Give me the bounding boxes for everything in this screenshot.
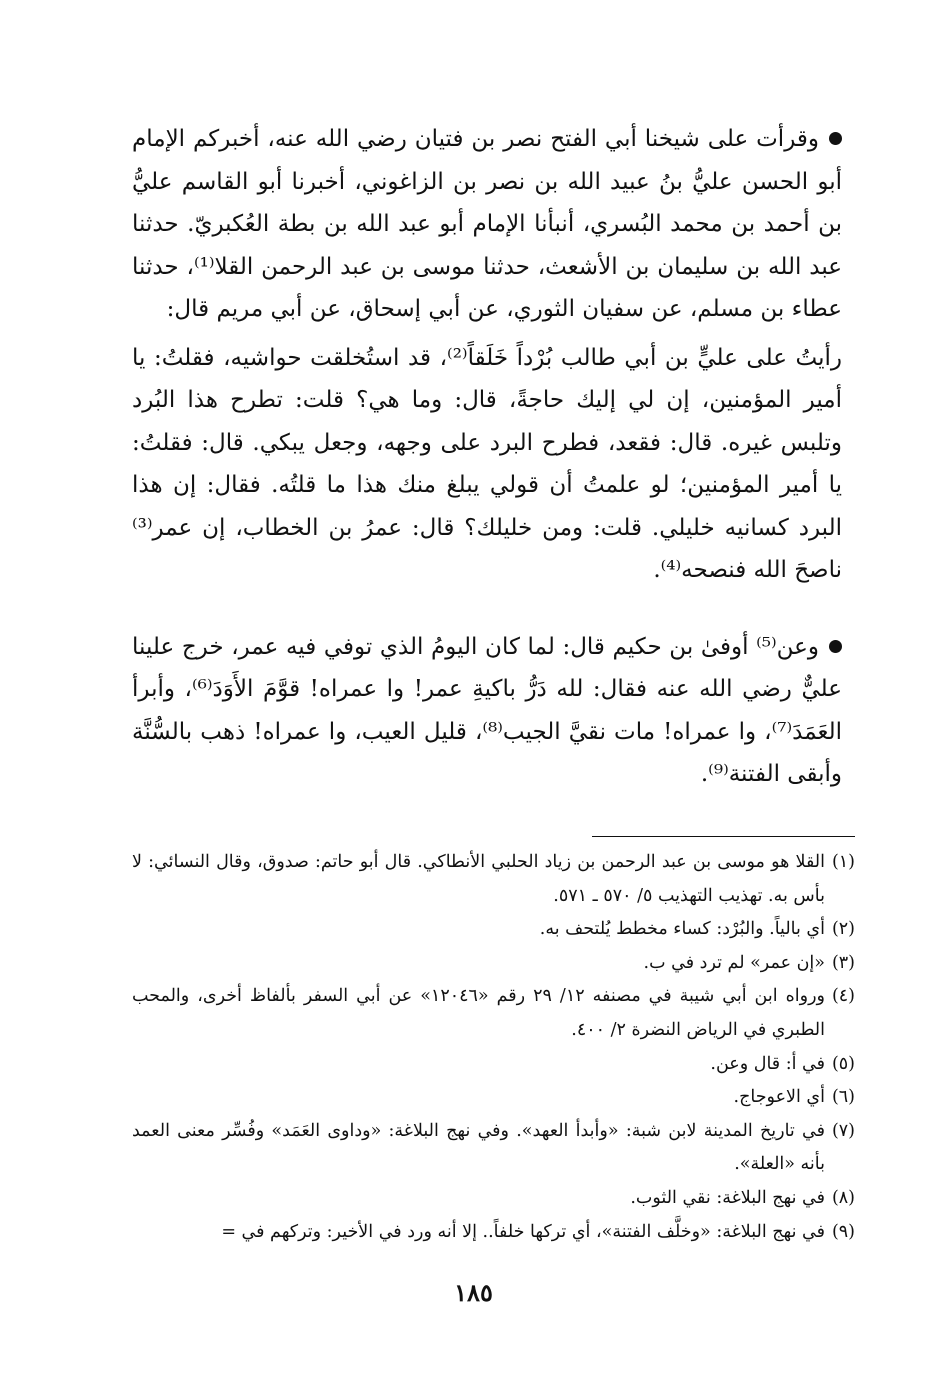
footnotes-list xyxy=(132,846,855,1249)
footnote xyxy=(132,1182,855,1216)
paragraph-3 xyxy=(132,626,842,796)
footnote-text: القلا هو موسى بن عبد الرحمن بن زياد الحلبي الأنطاكي. قال أبو حاتم: صدوق، وقال النسائي: لا بأس به. تهذيب التهذيب ٥/ ٥٧٠ ـ ٥٧١. xyxy=(132,852,825,906)
page-number: ١٨٥ xyxy=(454,1278,493,1307)
footnote xyxy=(132,947,855,981)
footnote-text: في تاريخ المدينة لابن شبة: «وأبدأ العهد». وفي نهج البلاغة: «وداوى العَمَد» وفُسِّر معنى العمد بأنه «العلة». xyxy=(132,1120,825,1175)
footnote-number: (٢) xyxy=(831,919,855,940)
footnote-text: في نهج البلاغة: «وخلَّف الفتنة»، أي تركها خلفاً.. إلا أنه ورد في الأخير: وتركهم في = xyxy=(221,1221,825,1242)
footnote-text: «إن عمر» لم ترد في ب. xyxy=(643,952,825,973)
footnote-separator xyxy=(592,836,855,837)
footnote-number: (٤) xyxy=(831,986,855,1007)
bullet-icon xyxy=(829,132,842,145)
footnote-text: في أ: قال وعن. xyxy=(710,1053,825,1074)
paragraph-1-text: وقرأت على شيخنا أبي الفتح نصر بن فتيان رضي الله عنه، أخبركم الإمام أبو الحسن عليُّ بنُ عبيد الله بن نصر بن الزاغوني، أخبرنا أبو القاسم عليُّ بن أحمد بن محمد البُسري، أنبأنا الإمام أبو عبد الله بن بطة العُكبريّ. حدثنا عبد الله بن سليمان بن الأشعث، حدثنا موسى بن عبد الرحمن القلا⁽¹⁾، حدثنا عطاء بن مسلم، عن سفيان الثوري، عن أبي إسحاق، عن أبي مريم قال: xyxy=(132,126,843,322)
footnote-number: (٦) xyxy=(831,1087,855,1108)
footnote-number: (٣) xyxy=(831,952,855,973)
main-text xyxy=(132,118,842,796)
footnote-number: (١) xyxy=(831,852,855,872)
footnote-number: (٨) xyxy=(831,1187,855,1208)
footnote-text: أي بالياً. والبُرْد: كساء مخطط يُلتحف به. xyxy=(539,919,825,940)
bullet-icon xyxy=(829,640,842,653)
footnote xyxy=(132,1216,855,1250)
footnote-text: في نهج البلاغة: نقي الثوب. xyxy=(630,1187,825,1208)
footnote-text: أي الاعوجاج. xyxy=(733,1087,825,1108)
footnote-text: ورواه ابن أبي شيبة في مصنفه ١٢/ ٢٩ رقم «١٢٠٤٦» عن أبي السفر بألفاظ أخرى، والمحب الطبري في الرياض النضرة ٢/ ٤٠٠. xyxy=(132,986,825,1040)
footnote xyxy=(132,846,855,913)
paragraph-1 xyxy=(132,118,842,331)
footnote xyxy=(132,980,855,1047)
footnote-number: (٧) xyxy=(831,1120,855,1141)
paragraph-2-text: رأيتُ على عليٍّ بن أبي طالب بُرْداً خَلَقاً⁽²⁾، قد استُخلقت حواشيه، فقلتُ: يا أمير المؤمنين، إن لي إليك حاجةً، قال: وما هي؟ قلت: تطرح هذا البُرد وتلبس غيره. قال: فقعد، فطرح البرد على وجهه، وجعل يبكي. قال: فقلتُ: يا أمير المؤمنين؛ لو علمتُ أن قولي يبلغ منك هذا ما قلتُه. فقال: إن هذا البرد كسانيه خليلي. قلت: ومن خليلك؟ قال: عمرُ بن الخطاب، إن عمر⁽³⁾ ناصحَ الله فنصحه⁽⁴⁾. xyxy=(132,344,842,583)
paragraph-2 xyxy=(132,337,842,592)
footnote xyxy=(132,1081,855,1115)
footnote xyxy=(132,1048,855,1082)
footnote xyxy=(132,1115,855,1182)
footnote-number: (٥) xyxy=(831,1053,855,1074)
footnote-number: (٩) xyxy=(831,1221,855,1242)
paragraph-3-text: وعن⁽⁵⁾ أوفىٰ بن حكيم قال: لما كان اليومُ الذي توفي فيه عمر، خرج علينا عليٌّ رضي الله عنه فقال: لله دَرُّ باكيةِ عمر! وا عمراه! قوَّمَ الأَوَدَ⁽⁶⁾، وأبرأ العَمَدَ⁽⁷⁾، وا عمراه! مات نقيَّ الجيب⁽⁸⁾، قليل العيب، وا عمراه! ذهب بالسُّنَّة وأبقى الفتنة⁽⁹⁾. xyxy=(132,633,842,787)
footnote xyxy=(132,913,855,947)
